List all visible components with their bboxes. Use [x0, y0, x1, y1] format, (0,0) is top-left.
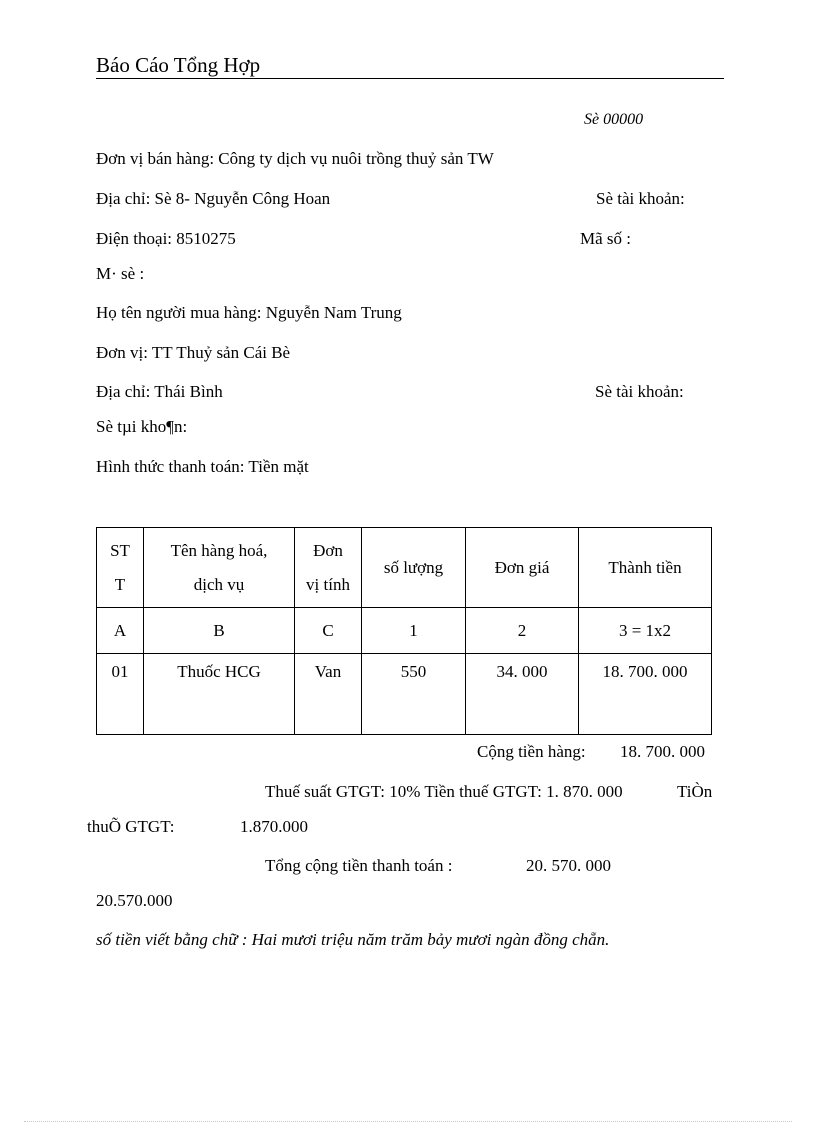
items-table [96, 527, 712, 735]
table-cell-unit: Van [295, 654, 362, 735]
table-cell: B [144, 608, 295, 654]
table-cell: 3 = 1x2 [579, 608, 712, 654]
table-cell: C [295, 608, 362, 654]
grand-total-label: Tổng cộng tiền thanh toán : [265, 856, 453, 875]
header-divider [96, 78, 724, 79]
seller-phone: Điện thoại: 8510275 [96, 229, 236, 248]
buyer-account: Sè tài khoản: [595, 382, 684, 401]
vat-line: Thuế suất GTGT: 10% Tiền thuế GTGT: 1. 870. 000 [265, 782, 623, 801]
buyer-address: Địa chỉ: Thái Bình [96, 382, 223, 401]
table-row [97, 654, 712, 735]
grand-total-value: 20. 570. 000 [526, 856, 611, 875]
vat-garbled-label-1: TiÒn [677, 782, 713, 801]
seller-tax-code: Mã số : [580, 229, 631, 248]
column-header-unit: Đơn vị tính [295, 528, 362, 608]
table-cell-name: Thuốc HCG [144, 654, 295, 735]
grand-total-value-repeat: 20.570.000 [96, 891, 173, 910]
table-cell: 2 [466, 608, 579, 654]
invoice-number: Sè 00000 [584, 111, 644, 128]
column-header-name: Tên hàng hoá, dịch vụ [144, 528, 295, 608]
column-header-stt: ST T [97, 528, 144, 608]
vat-garbled-value: 1.870.000 [240, 817, 308, 836]
seller-unit: Đơn vị bán hàng: Công ty dịch vụ nuôi trồng thuỷ sản TW [96, 149, 494, 168]
seller-address: Địa chỉ: Sè 8- Nguyễn Công Hoan [96, 189, 331, 208]
table-code-row [97, 608, 712, 654]
page-bottom-divider [24, 1121, 792, 1122]
table-cell-amount: 18. 700. 000 [579, 654, 712, 735]
buyer-account-at: Sè tµi kho¶n: [96, 417, 188, 436]
table-cell: 1 [362, 608, 466, 654]
column-header-amount: Thành tiền [579, 528, 712, 608]
seller-code: M· sè : [96, 264, 145, 283]
page-title: Báo Cáo Tổng Hợp [96, 53, 261, 77]
amount-in-words: số tiền viết bằng chữ : Hai mươi triệu năm trăm bảy mươi ngàn đồng chẵn. [96, 930, 610, 949]
seller-account: Sè tài khoản: [596, 189, 685, 208]
buyer-name: Họ tên người mua hàng: Nguyễn Nam Trung [96, 303, 402, 322]
table-cell-qty: 550 [362, 654, 466, 735]
table-header-row [97, 528, 712, 608]
goods-total-value: 18. 700. 000 [620, 742, 705, 761]
column-header-price: Đơn giá [466, 528, 579, 608]
table-cell: A [97, 608, 144, 654]
column-header-qty: số lượng [362, 528, 466, 608]
table-cell-price: 34. 000 [466, 654, 579, 735]
table-cell-stt: 01 [97, 654, 144, 735]
vat-garbled-label-2: thuÕ GTGT: [87, 817, 175, 836]
payment-method: Hình thức thanh toán: Tiền mặt [96, 457, 309, 476]
buyer-unit: Đơn vị: TT Thuỷ sản Cái Bè [96, 343, 291, 362]
goods-total-label: Cộng tiền hàng: [477, 742, 586, 761]
